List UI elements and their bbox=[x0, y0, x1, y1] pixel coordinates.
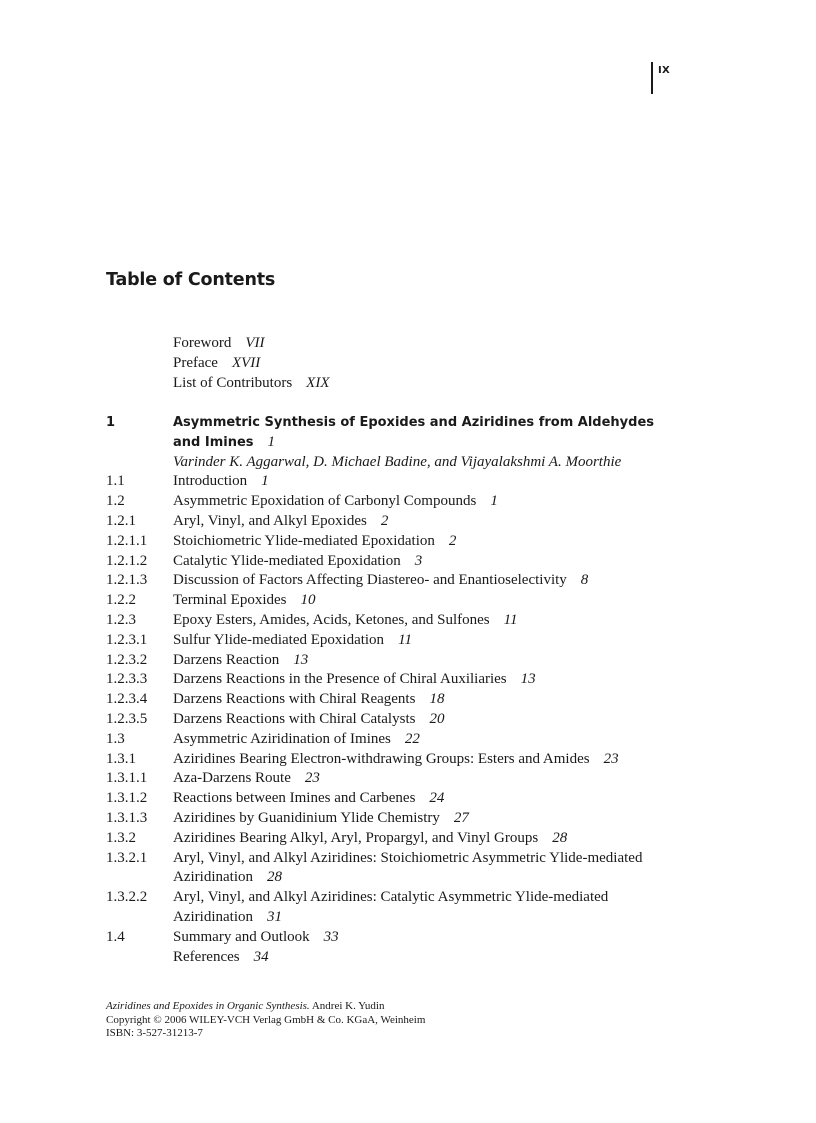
page-title: Table of Contents bbox=[106, 270, 276, 290]
toc-entry[interactable] bbox=[106, 611, 666, 631]
section-title: Darzens Reactions with Chiral Reagents bbox=[173, 691, 416, 708]
section-number: 1.2.3.2 bbox=[106, 651, 148, 668]
section-page: 33 bbox=[323, 928, 339, 945]
toc-entry[interactable] bbox=[106, 472, 666, 492]
toc-entry[interactable] bbox=[106, 591, 666, 611]
toc-entry[interactable] bbox=[106, 928, 666, 948]
toc-entry[interactable] bbox=[106, 750, 666, 770]
section-number: 1.3.1.2 bbox=[106, 790, 148, 807]
section-page: 3 bbox=[414, 552, 423, 569]
section-page: 22 bbox=[404, 730, 420, 747]
toc-entry-contributors[interactable] bbox=[173, 374, 330, 394]
section-title: Darzens Reactions with Chiral Catalysts bbox=[173, 710, 416, 727]
section-title: Introduction bbox=[173, 473, 248, 490]
section-page: 2 bbox=[380, 512, 389, 529]
section-title: Darzens Reactions in the Presence of Chiral Auxiliaries bbox=[173, 671, 507, 688]
front-matter-list bbox=[173, 334, 330, 393]
copyright-footer bbox=[106, 1000, 425, 1041]
section-title: References bbox=[173, 948, 240, 965]
toc-entry[interactable] bbox=[106, 769, 666, 789]
section-title: Aryl, Vinyl, and Alkyl Aziridines: Catalytic Asymmetric Ylide-mediated Aziridination bbox=[173, 889, 609, 925]
section-number: 1.2.3.3 bbox=[106, 671, 148, 688]
toc-entry[interactable] bbox=[106, 789, 666, 809]
entry-page: XVII bbox=[231, 354, 261, 371]
chapter-authors: Varinder K. Aggarwal, D. Michael Badine, and Vijayalakshmi A. Moorthie bbox=[173, 453, 622, 470]
section-title: Asymmetric Aziridination of Imines bbox=[173, 730, 391, 747]
section-number: 1.2.1.2 bbox=[106, 552, 148, 569]
section-page: 31 bbox=[266, 908, 282, 925]
section-number: 1.2.3 bbox=[106, 611, 136, 628]
entry-page: VII bbox=[245, 335, 265, 351]
section-page: 8 bbox=[580, 572, 589, 589]
section-title: Aziridines Bearing Electron-withdrawing Groups: Esters and Amides bbox=[173, 750, 590, 767]
section-title: Stoichiometric Ylide-mediated Epoxidation bbox=[173, 532, 435, 549]
section-number bbox=[106, 948, 173, 968]
section-title: Aryl, Vinyl, and Alkyl Aziridines: Stoichiometric Asymmetric Ylide-mediated Aziridination bbox=[173, 849, 643, 886]
toc-entry[interactable] bbox=[106, 631, 666, 651]
section-number: 1.2.3.4 bbox=[106, 691, 148, 708]
section-number: 1.2.3.5 bbox=[106, 710, 148, 727]
toc-entry-preface[interactable] bbox=[173, 354, 330, 374]
section-page: 28 bbox=[266, 869, 282, 886]
toc-entry[interactable] bbox=[106, 888, 666, 928]
section-title: Aziridines by Guanidinium Ylide Chemistry bbox=[173, 809, 440, 826]
section-page: 1 bbox=[490, 493, 498, 510]
section-title: Aryl, Vinyl, and Alkyl Epoxides bbox=[173, 512, 367, 529]
toc-entry[interactable] bbox=[106, 809, 666, 829]
section-number: 1.3.2 bbox=[106, 829, 136, 846]
toc-entry[interactable] bbox=[106, 690, 666, 710]
section-title: Sulfur Ylide-mediated Epoxidation bbox=[173, 631, 385, 648]
isbn-line: ISBN: 3-527-31213-7 bbox=[106, 1027, 203, 1039]
toc-entry[interactable] bbox=[106, 730, 666, 750]
chapter-page: 1 bbox=[267, 433, 276, 450]
toc-entry[interactable] bbox=[106, 670, 666, 690]
entry-page: XIX bbox=[306, 374, 330, 391]
chapter-number: 1 bbox=[106, 415, 116, 430]
section-number: 1.2 bbox=[106, 493, 125, 510]
section-number: 1.2.1.1 bbox=[106, 532, 148, 549]
section-page: 23 bbox=[603, 750, 619, 767]
chapter-toc bbox=[106, 413, 666, 967]
entry-title: Preface bbox=[173, 354, 218, 371]
copyright-line: Copyright © 2006 WILEY-VCH Verlag GmbH & Co. KGaA, Weinheim bbox=[106, 1013, 426, 1026]
section-page: 1 bbox=[261, 473, 269, 490]
section-number: 1.3.2.2 bbox=[106, 889, 148, 906]
section-title: Reactions between Imines and Carbenes bbox=[173, 790, 416, 807]
section-number: 1.4 bbox=[106, 928, 125, 945]
toc-entry[interactable] bbox=[106, 512, 666, 532]
toc-entry[interactable] bbox=[106, 552, 666, 572]
section-title: Aziridines Bearing Alkyl, Aryl, Propargyl, and Vinyl Groups bbox=[173, 829, 539, 846]
section-number: 1.2.1 bbox=[106, 512, 136, 529]
section-number: 1.1 bbox=[106, 473, 125, 490]
page-number: IX bbox=[658, 65, 671, 76]
section-page: 13 bbox=[520, 671, 536, 688]
toc-entry[interactable] bbox=[106, 710, 666, 730]
section-number: 1.3.1.3 bbox=[106, 809, 148, 826]
section-page: 10 bbox=[300, 592, 316, 609]
section-number: 1.3 bbox=[106, 730, 125, 747]
toc-entry[interactable] bbox=[106, 492, 666, 512]
section-page: 13 bbox=[293, 651, 309, 668]
section-page: 27 bbox=[453, 809, 469, 826]
toc-entry[interactable] bbox=[106, 829, 666, 849]
folio-rule bbox=[651, 62, 653, 94]
section-page: 18 bbox=[429, 691, 445, 708]
toc-entry[interactable] bbox=[106, 532, 666, 552]
section-page: 11 bbox=[398, 631, 412, 648]
section-number: 1.3.1.1 bbox=[106, 770, 148, 787]
entry-title: Foreword bbox=[173, 335, 232, 351]
section-title: Terminal Epoxides bbox=[173, 592, 287, 609]
section-page: 20 bbox=[429, 710, 445, 727]
book-title: Aziridines and Epoxides in Organic Synthesis. bbox=[106, 1000, 310, 1012]
entry-title: List of Contributors bbox=[173, 374, 293, 391]
book-editor: Andrei K. Yudin bbox=[309, 1000, 385, 1012]
section-title: Epoxy Esters, Amides, Acids, Ketones, and Sulfones bbox=[173, 611, 490, 628]
section-number: 1.3.2.1 bbox=[106, 849, 148, 866]
section-title: Discussion of Factors Affecting Diastereo- and Enantioselectivity bbox=[173, 572, 567, 589]
toc-entry-foreword[interactable] bbox=[173, 334, 330, 354]
section-list bbox=[106, 472, 666, 967]
section-page: 2 bbox=[448, 532, 457, 549]
section-title: Asymmetric Epoxidation of Carbonyl Compounds bbox=[173, 493, 477, 510]
section-page: 24 bbox=[429, 790, 445, 807]
toc-entry[interactable] bbox=[106, 849, 666, 889]
section-number: 1.2.2 bbox=[106, 592, 136, 609]
section-page: 11 bbox=[503, 611, 518, 628]
section-title: Catalytic Ylide-mediated Epoxidation bbox=[173, 552, 401, 569]
section-number: 1.2.3.1 bbox=[106, 631, 148, 648]
section-number: 1.3.1 bbox=[106, 750, 136, 767]
section-title: Aza-Darzens Route bbox=[173, 770, 291, 787]
section-page: 34 bbox=[253, 948, 269, 965]
section-number: 1.2.1.3 bbox=[106, 572, 148, 589]
toc-entry-chapter-1[interactable] bbox=[106, 413, 666, 453]
toc-entry[interactable] bbox=[106, 948, 666, 968]
section-title: Summary and Outlook bbox=[173, 928, 310, 945]
toc-entry[interactable] bbox=[106, 651, 666, 671]
section-page: 28 bbox=[552, 829, 568, 846]
section-title: Darzens Reaction bbox=[173, 651, 280, 668]
section-page: 23 bbox=[304, 770, 320, 787]
toc-entry[interactable] bbox=[106, 571, 666, 591]
chapter-title: Asymmetric Synthesis of Epoxides and Aziridines from Aldehydes and Imines bbox=[173, 415, 654, 450]
